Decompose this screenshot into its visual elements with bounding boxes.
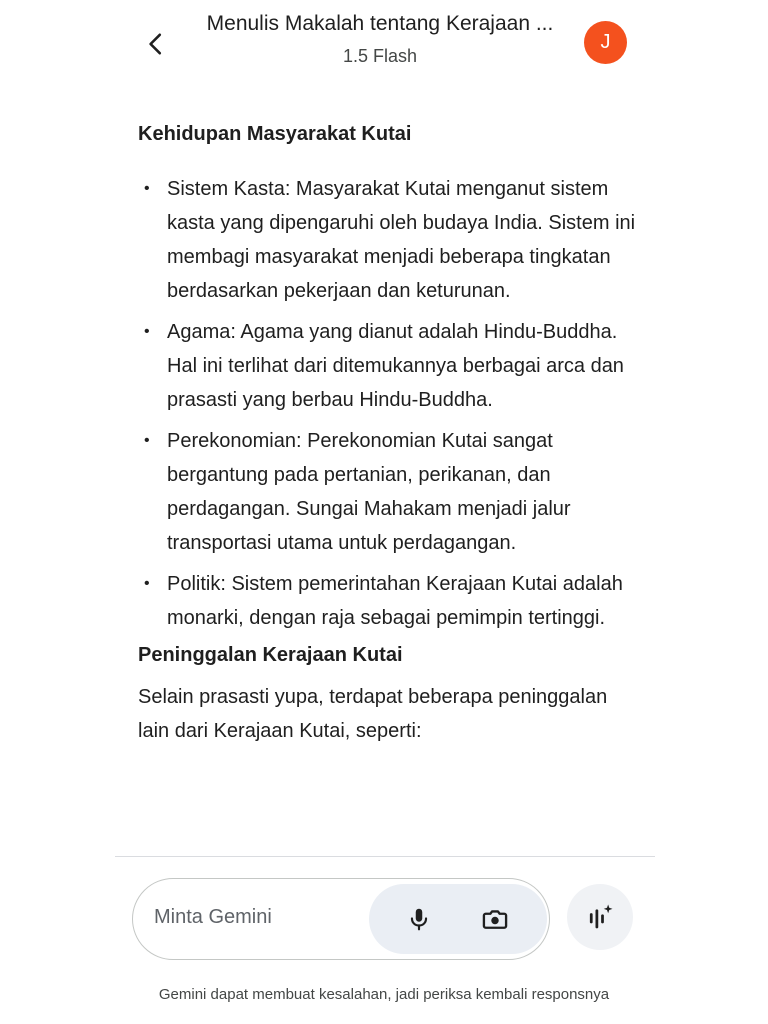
list-item-text: Politik: Sistem pemerintahan Kerajaan Kutai adalah monarki, dengan raja sebagai pemimpin tertinggi. — [167, 573, 623, 629]
bullet-point: • — [144, 575, 150, 592]
chat-title-area[interactable] — [190, 12, 570, 67]
divider — [115, 856, 655, 857]
bullet-point: • — [144, 323, 150, 340]
list-item — [138, 315, 638, 417]
camera-button[interactable] — [476, 900, 514, 938]
sparkle-waveform-icon — [585, 902, 615, 932]
bullet-point: • — [144, 180, 150, 197]
app-header — [0, 0, 768, 96]
list-item — [138, 567, 638, 635]
microphone-button[interactable] — [400, 900, 438, 938]
camera-icon — [481, 905, 509, 933]
list-item — [138, 424, 638, 560]
bullet-point: • — [144, 432, 150, 449]
back-arrow-icon — [143, 31, 169, 57]
paragraph-text: Selain prasasti yupa, terdapat beberapa peninggalan lain dari Kerajaan Kutai, seperti: — [138, 686, 608, 742]
list-item — [138, 172, 638, 308]
section-heading: Peninggalan Kerajaan Kutai — [138, 644, 403, 666]
list-item-text: Perekonomian: Perekonomian Kutai sangat bergantung pada pertanian, perikanan, dan perdagangan. Sungai Mahakam menjadi jalur transportasi utama untuk perdagangan. — [167, 430, 571, 554]
back-button[interactable] — [136, 24, 176, 64]
avatar-initial: J — [600, 31, 611, 53]
bullet-list — [138, 172, 638, 635]
prompt-input-placeholder[interactable]: Minta Gemini — [154, 906, 272, 928]
user-avatar[interactable] — [584, 21, 627, 64]
section-heading: Kehidupan Masyarakat Kutai — [138, 123, 412, 145]
live-mode-button[interactable] — [567, 884, 633, 950]
chat-title: Menulis Makalah tentang Kerajaan ... — [206, 12, 554, 35]
list-item-text: Sistem Kasta: Masyarakat Kutai menganut sistem kasta yang dipengaruhi oleh budaya India. Sistem ini membagi masyarakat menjadi beberapa tingkatan berdasarkan pekerjaan dan keturunan. — [167, 178, 636, 302]
model-name: 1.5 Flash — [342, 46, 418, 66]
list-item-text: Agama: Agama yang dianut adalah Hindu-Buddha. Hal ini terlihat dari ditemukannya berbagai arca dan prasasti yang berbau Hindu-Buddha. — [167, 321, 624, 411]
microphone-icon — [406, 906, 432, 932]
response-content — [138, 118, 638, 748]
disclaimer-text: Gemini dapat membuat kesalahan, jadi periksa kembali responsnya — [158, 986, 610, 1003]
input-actions-group — [369, 884, 547, 954]
